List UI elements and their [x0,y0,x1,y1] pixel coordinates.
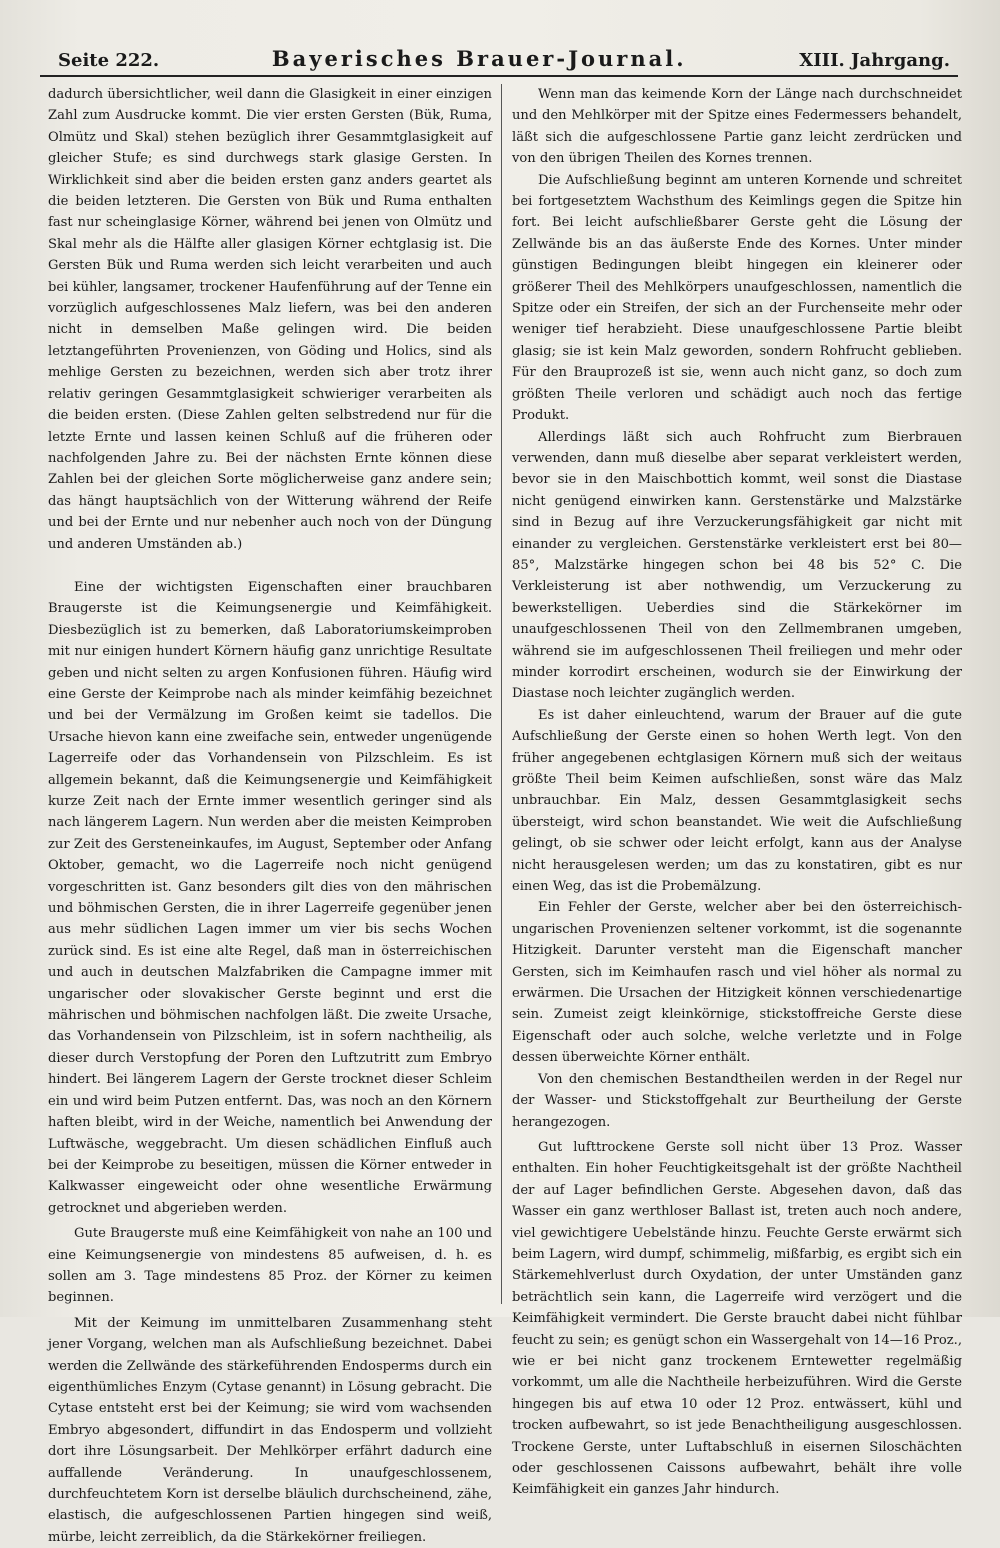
page-number: Seite 222. [58,50,160,71]
left-column [48,84,492,1545]
paragraph: Die Aufschließung beginnt am unteren Kornende und schreitet bei fortgesetztem Wachsthum des Keimlings gegen die Spitze hin fort. Bei leicht aufschließbarer Gerste geht die Lösung der Zellwände bis an das äußerste Ende des Kornes. Unter minder günstigen Bedingungen bleibt hingegen ein kleinerer oder größerer Theil des Mehlkörpers unaufgeschlossen, namentlich die Spitze oder ein Streifen, der sich an der Furchenseite mehr oder weniger tief herabzieht. Diese unaufgeschlossene Partie bleibt glasig; sie ist kein Malz geworden, sondern Rohfrucht geblieben. Für den Brauprozeß ist sie, wenn auch nicht ganz, so doch zum größten Theile verloren und schädigt auch noch das fertige Produkt. [512,172,962,424]
journal-title: Bayerisches Brauer-Journal. [271,46,687,71]
paragraph: dadurch übersichtlicher, weil dann die Glasigkeit in einer einzigen Zahl zum Ausdrucke kommt. Die vier ersten Gersten (Bük, Ruma, Olmütz und Skal) stehen bezüglich ihrer Gesammtglasigkeit auf gleicher Stufe; es sind durchwegs stark glasige Gersten. In Wirklichkeit sind aber die beiden ersten ganz anders geartet als die beiden letzteren. Die Gersten von Bük und Ruma enthalten fast nur scheinglasige Körner, während bei jenen von Olmütz und Skal mehr als die Hälfte aller glasigen Körner echtglasig ist. Die Gersten Bük und Ruma werden sich leicht verarbeiten und auch bei kühler, langsamer, trockener Haufenführung auf der Tenne ein vorzüglich aufgeschlossenes Malz liefern, was bei den anderen nicht in demselben Maße gelingen wird. Die beiden letztangeführten Provenienzen, von Göding und Holics, sind als mehlige Gersten zu bezeichnen, werden sich aber trotz ihrer relativ geringen Gesammtglasigkeit schwieriger verarbeiten als die beiden ersten. (Diese Zahlen gelten selbstredend nur für die letzte Ernte und lassen keinen Schluß auf die früheren oder nachfolgenden Jahre zu. Bei der nächsten Ernte können diese Zahlen bei der gleichen Sorte möglicherweise ganz andere sein; das hängt hauptsächlich von der Witterung während der Reife und bei der Ernte und nur nebenher auch noch von der Düngung und anderen Umständen ab.) [48,87,492,552]
paragraph: Gut lufttrockene Gerste soll nicht über 13 Proz. Wasser enthalten. Ein hoher Feuchtigkeitsgehalt ist der größte Nachtheil der auf Lager befindlichen Gerste. Abgesehen davon, daß das Wasser ein ganz werthloser Ballast ist, treten auch noch andere, viel gewichtigere Uebelstände hinzu. Feuchte Gerste erwärmt sich beim Lagern, wird dumpf, schimmelig, mißfarbig, es ergibt sich ein Stärkemehlverlust durch Oxydation, der unter Umständen ganz beträchtlich sein kann, die Lagerreife wird verzögert und die Keimfähigkeit vermindert. Die Gerste braucht dabei nicht fühlbar feucht zu sein; es genügt schon ein Wassergehalt von 14—16 Proz., wie er bei nicht ganz trockenem Erntewetter regelmäßig vorkommt, um alle die Nachtheile herbeizuführen. Wird die Gerste hingegen bis auf etwa 10 oder 12 Proz. entwässert, kühl und trocken aufbewahrt, so ist jede Benachtheiligung ausgeschlossen. Trockene Gerste, unter Luftabschluß in eisernen Siloschächten oder geschlossenen Caissons aufbewahrt, behält ihre volle Keimfähigkeit ein ganzes Jahr hindurch. [512,1139,962,1498]
paragraph: Wenn man das keimende Korn der Länge nach durchschneidet und den Mehlkörper mit der Spitze eines Federmessers behandelt, läßt sich die aufgeschlossene Partie ganz leicht zerdrücken und von den übrigen Theilen des Kornes trennen. [512,87,962,167]
page-header [58,46,950,76]
right-column [512,84,962,1498]
paragraph: Es ist daher einleuchtend, warum der Brauer auf die gute Aufschließung der Gerste einen so hohen Werth legt. Von den früher angegebenen echtglasigen Körnern muß sich der weitaus größte Theil beim Keimen aufschließen, sonst wäre das Malz unbrauchbar. Ein Malz, dessen Gesammtglasigkeit sechs übersteigt, wird schon beanstandet. Wie weit die Aufschließung gelingt, ob sie schwer oder leicht erfolgt, kann aus der Analyse nicht herausgelesen werden; um das zu konstatiren, gibt es nur einen Weg, das ist die Probemälzung. [512,707,962,895]
header-rule [40,75,958,77]
paragraph: Von den chemischen Bestandtheilen werden in der Regel nur der Wasser- und Stickstoffgehalt zur Beurtheilung der Gerste herangezogen. [512,1071,962,1130]
paragraph: Ein Fehler der Gerste, welcher aber bei den österreichisch-ungarischen Provenienzen seltener vorkommt, ist die sogenannte Hitzigkeit. Darunter versteht man die Eigenschaft mancher Gersten, sich im Keimhaufen rasch und viel höher als normal zu erwärmen. Die Ursachen der Hitzigkeit können verschiedenartige sein. Zumeist zeigt kleinkörnige, stickstoffreiche Gerste diese Eigenschaft oder auch solche, welche verletzte und in Folge dessen überweichte Körner enthält. [512,900,962,1066]
column-divider [501,84,502,1304]
paragraph: Mit der Keimung im unmittelbaren Zusammenhang steht jener Vorgang, welchen man als Aufschließung bezeichnet. Dabei werden die Zellwände des stärkeführenden Endosperms durch ein eigenthümliches Enzym (Cytase genannt) in Lösung gebracht. Die Cytase entsteht erst bei der Keimung; sie wird vom wachsenden Embryo abgesondert, diffundirt in das Endosperm und vollzieht dort ihre Lösungsarbeit. Der Mehlkörper erfährt dadurch eine auffallende Veränderung. In unaufgeschlossenem, durchfeuchtetem Korn ist derselbe bläulich durchscheinend, zähe, elastisch, die aufgeschlossenen Partien hingegen sind weiß, mürbe, leicht zerreiblich, da die Stärkekörner freiliegen. [48,1315,492,1545]
paragraph: Allerdings läßt sich auch Rohfrucht zum Bierbrauen verwenden, dann muß dieselbe aber separat verkleistert werden, bevor sie in den Maischbottich kommt, weil sonst die Diastase nicht genügend einwirken kann. Gerstenstärke und Malzstärke sind in Bezug auf ihre Verzuckerungsfähigkeit gar nicht mit einander zu vergleichen. Gerstenstärke verkleistert erst bei 80—85°, Malzstärke hingegen schon bei 48 bis 52° C. Die Verkleisterung ist aber nothwendig, um Verzuckerung zu bewerkstelligen. Ueberdies sind die Stärkekörner im unaufgeschlossenen Theil von den Zellmembranen umgeben, während sie im aufgeschlossenen Theil freiliegen und mehr oder minder korrodirt erscheinen, wodurch sie der Einwirkung der Diastase noch leichter zugänglich werden. [512,429,962,702]
volume-label: XIII. Jahrgang. [799,50,950,71]
paragraph: Gute Braugerste muß eine Keimfähigkeit von nahe an 100 und eine Keimungsenergie von mindestens 85 aufweisen, d. h. es sollen am 3. Tage mindestens 85 Proz. der Körner zu keimen beginnen. [48,1226,492,1306]
paragraph: Eine der wichtigsten Eigenschaften einer brauchbaren Braugerste ist die Keimungsenergie und Keimfähigkeit. Diesbezüglich ist zu bemerken, daß Laboratoriumskeimproben mit nur einigen hundert Körnern häufig ganz unrichtige Resultate geben und nicht selten zu argen Konfusionen führen. Häufig wird eine Gerste der Keimprobe nach als minder keimfähig bezeichnet und bei der Vermälzung im Großen keimt sie tadellos. Die Ursache hievon kann eine zweifache sein, entweder ungenügende Lagerreife oder das Vorhandensein von Pilzschleim. Es ist allgemein bekannt, daß die Keimungsenergie und Keimfähigkeit kurze Zeit nach der Ernte immer wesentlich geringer sind als nach längerem Lagern. Nun werden aber die meisten Keimproben zur Zeit des Gersteneinkaufes, im August, September oder Anfang Oktober, gemacht, wo die Lagerreife noch nicht genügend vorgeschritten ist. Ganz besonders gilt dies von den mährischen und böhmischen Gersten, die in ihrer Lagerreife gegenüber jenen aus mehr südlichen Lagen immer um vier bis sechs Wochen zurück sind. Es ist eine alte Regel, daß man in österreichischen und auch in deutschen Malzfabriken die Campagne immer mit ungarischer oder slovakischer Gerste beginnt und erst die mährischen und böhmischen nachfolgen läßt. Die zweite Ursache, das Vorhandensein von Pilzschleim, ist in sofern nachtheilig, als dieser durch Verstopfung der Poren den Luftzutritt zum Embryo hindert. Bei längerem Lagern der Gerste trocknet dieser Schleim ein und wird beim Putzen entfernt. Das, was noch an den Körnern haften bleibt, wird in der Weiche, namentlich bei Anwendung der Luftwäsche, weggebracht. Um diesen schädlichen Einfluß auch bei der Keimprobe zu beseitigen, müssen die Körner entweder in Kalkwasser eingeweicht oder ohne wesentliche Erwärmung getrocknet und abgerieben werden. [48,579,492,1216]
